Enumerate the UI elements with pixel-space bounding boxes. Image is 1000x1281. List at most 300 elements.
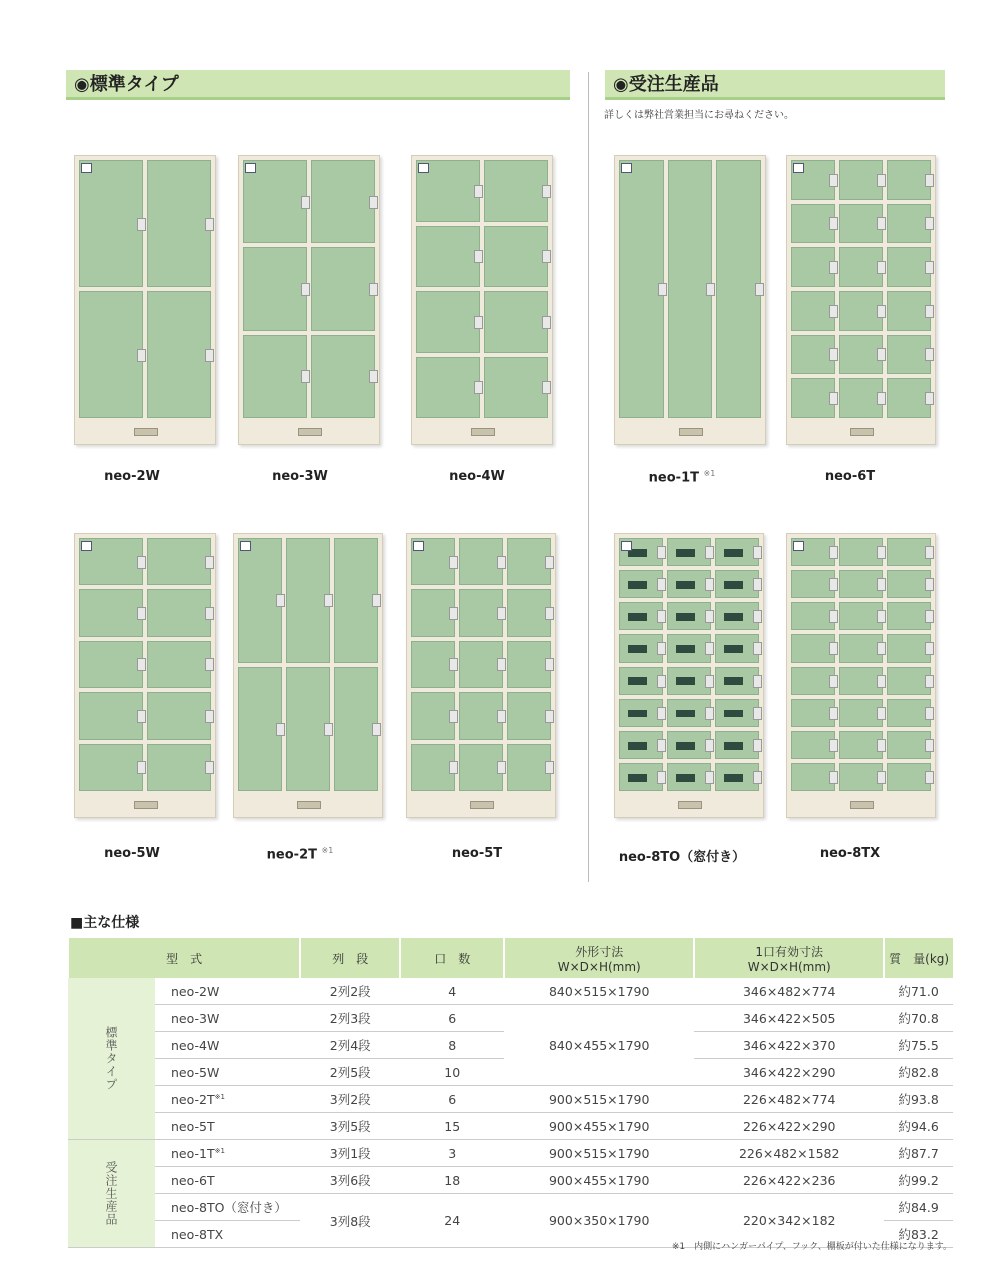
- lock-icon: [276, 723, 285, 736]
- lock-icon: [369, 370, 378, 383]
- door-window: [724, 549, 743, 557]
- lock-icon: [753, 675, 762, 688]
- lock-icon: [925, 675, 934, 688]
- locker-door: [791, 247, 835, 287]
- door-window: [724, 774, 743, 782]
- cell-layout: 3列8段: [300, 1194, 400, 1248]
- lock-icon: [705, 675, 714, 688]
- locker-door: [715, 731, 759, 759]
- lock-icon: [369, 283, 378, 296]
- locker-door: [887, 247, 931, 287]
- cell-count: 4: [400, 978, 504, 1005]
- lock-icon: [705, 739, 714, 752]
- locker-door: [484, 160, 548, 222]
- lock-icon: [205, 710, 214, 723]
- cell-mass: 約83.2: [884, 1221, 953, 1248]
- cell-outer: 900×515×1790: [504, 1086, 694, 1113]
- cell-layout: 3列5段: [300, 1113, 400, 1140]
- locker-door: [619, 570, 663, 598]
- lock-icon: [205, 349, 214, 362]
- locker-door: [79, 589, 143, 636]
- locker-door: [791, 291, 835, 331]
- header-inner-unit: W×D×H(mm): [747, 959, 831, 974]
- lock-icon: [137, 218, 146, 231]
- locker-door: [839, 602, 883, 630]
- lock-icon: [205, 607, 214, 620]
- locker-door: [334, 538, 378, 663]
- lock-icon: [705, 771, 714, 784]
- locker-door: [416, 226, 480, 288]
- locker-door: [791, 667, 835, 695]
- lock-icon: [753, 546, 762, 559]
- door-window: [724, 645, 743, 653]
- header-inner-title: 1口有効寸法: [755, 944, 824, 959]
- section-header-standard: ◉標準タイプ: [66, 70, 570, 100]
- cell-model: neo-8TO（窓付き）: [155, 1194, 300, 1221]
- locker-door: [839, 763, 883, 791]
- cell-inner: 220×342×182: [694, 1194, 884, 1248]
- lock-icon: [301, 196, 310, 209]
- lock-icon: [925, 261, 934, 274]
- lock-icon: [753, 739, 762, 752]
- locker-door: [507, 538, 551, 585]
- lock-icon: [658, 283, 667, 296]
- lock-icon: [545, 658, 554, 671]
- locker-door: [667, 699, 711, 727]
- spec-table: [67, 938, 953, 1248]
- door-window: [724, 742, 743, 750]
- locker-door: [459, 692, 503, 739]
- locker-door: [416, 291, 480, 353]
- cell-inner: 226×482×774: [694, 1086, 884, 1113]
- locker-door: [887, 291, 931, 331]
- lock-icon: [829, 578, 838, 591]
- locker-door: [791, 335, 835, 375]
- locker-door: [334, 667, 378, 792]
- locker-door: [667, 763, 711, 791]
- model-label-neo-5t: [407, 846, 547, 861]
- model-label-neo-8tx: [780, 846, 920, 861]
- door-window: [724, 613, 743, 621]
- lock-icon: [497, 761, 506, 774]
- locker-door: [79, 692, 143, 739]
- table-row: [68, 978, 953, 1005]
- locker-door: [667, 602, 711, 630]
- table-row: [68, 1005, 953, 1032]
- door-window: [676, 710, 695, 718]
- lock-icon: [925, 578, 934, 591]
- locker-image-neo-2w: [74, 155, 216, 445]
- lock-icon: [545, 710, 554, 723]
- table-row: [68, 1113, 953, 1140]
- lock-icon: [877, 217, 886, 230]
- lock-icon: [705, 578, 714, 591]
- lock-icon: [205, 556, 214, 569]
- locker-tag-icon: [81, 163, 92, 173]
- lock-icon: [657, 578, 666, 591]
- coin-box-icon: [297, 801, 321, 809]
- lock-icon: [829, 217, 838, 230]
- table-row: [68, 1086, 953, 1113]
- locker-door: [667, 634, 711, 662]
- lock-icon: [137, 556, 146, 569]
- locker-door: [887, 204, 931, 244]
- lock-icon: [829, 305, 838, 318]
- lock-icon: [657, 642, 666, 655]
- locker-image-neo-8to: [614, 533, 764, 818]
- cell-layout: 2列4段: [300, 1032, 400, 1059]
- cell-mass: 約93.8: [884, 1086, 953, 1113]
- lock-icon: [474, 250, 483, 263]
- cell-model: neo-8TX: [155, 1221, 300, 1248]
- spec-title: ■主な仕様: [70, 915, 140, 931]
- locker-door: [507, 692, 551, 739]
- door-window: [724, 710, 743, 718]
- locker-door: [311, 160, 375, 243]
- locker-door: [411, 744, 455, 791]
- cell-model: [155, 1086, 300, 1113]
- locker-door: [716, 160, 761, 418]
- locker-door: [667, 667, 711, 695]
- locker-tag-icon: [621, 541, 632, 551]
- locker-tag-icon: [240, 541, 251, 551]
- locker-door: [887, 378, 931, 418]
- locker-door: [79, 744, 143, 791]
- locker-door: [507, 641, 551, 688]
- lock-icon: [372, 723, 381, 736]
- lock-icon: [877, 174, 886, 187]
- locker-door: [715, 699, 759, 727]
- door-window: [676, 742, 695, 750]
- door-window: [676, 645, 695, 653]
- cell-count: 15: [400, 1113, 504, 1140]
- lock-icon: [877, 578, 886, 591]
- lock-icon: [369, 196, 378, 209]
- cell-count: 6: [400, 1086, 504, 1113]
- coin-box-icon: [134, 801, 158, 809]
- locker-door: [887, 731, 931, 759]
- cell-layout: 2列2段: [300, 978, 400, 1005]
- locker-door: [667, 570, 711, 598]
- locker-door: [459, 744, 503, 791]
- locker-image-neo-3w: [238, 155, 380, 445]
- locker-image-neo-5w: [74, 533, 216, 818]
- section-header-order: ◉受注生産品: [605, 70, 945, 100]
- door-window: [628, 677, 647, 685]
- lock-icon: [753, 578, 762, 591]
- locker-door: [459, 641, 503, 688]
- cell-inner: 346×422×290: [694, 1059, 884, 1086]
- cell-model: neo-6T: [155, 1167, 300, 1194]
- lock-icon: [137, 349, 146, 362]
- cell-mass: 約99.2: [884, 1167, 953, 1194]
- lock-icon: [877, 546, 886, 559]
- lock-icon: [925, 610, 934, 623]
- door-window: [676, 549, 695, 557]
- locker-door: [791, 204, 835, 244]
- door-window: [628, 774, 647, 782]
- lock-icon: [925, 707, 934, 720]
- lock-icon: [657, 739, 666, 752]
- lock-icon: [753, 610, 762, 623]
- lock-icon: [657, 546, 666, 559]
- door-window: [628, 742, 647, 750]
- door-window: [676, 774, 695, 782]
- door-window: [628, 581, 647, 589]
- locker-door: [147, 538, 211, 585]
- lock-icon: [137, 658, 146, 671]
- lock-icon: [205, 761, 214, 774]
- lock-icon: [474, 185, 483, 198]
- locker-door: [887, 699, 931, 727]
- locker-door: [791, 378, 835, 418]
- group-order: 受注生産品: [68, 1140, 155, 1248]
- cell-mass: 約82.8: [884, 1059, 953, 1086]
- lock-icon: [449, 556, 458, 569]
- note-mark: ※1: [214, 1092, 225, 1101]
- note-mark: ※1: [703, 469, 716, 478]
- lock-icon: [449, 658, 458, 671]
- lock-icon: [545, 761, 554, 774]
- section-divider: [588, 72, 589, 882]
- locker-image-neo-5t: [406, 533, 556, 818]
- model-name: neo-8TO（窓付き）: [618, 850, 746, 865]
- cell-inner: 226×422×236: [694, 1167, 884, 1194]
- lock-icon: [474, 316, 483, 329]
- locker-door: [839, 570, 883, 598]
- lock-icon: [925, 739, 934, 752]
- locker-door: [887, 160, 931, 200]
- header-count: 口 数: [400, 938, 504, 978]
- locker-image-neo-1t: [614, 155, 766, 445]
- cell-inner: 226×422×290: [694, 1113, 884, 1140]
- locker-door: [667, 538, 711, 566]
- locker-door: [887, 667, 931, 695]
- model-name: neo-5T: [451, 846, 503, 861]
- cell-mass: 約87.7: [884, 1140, 953, 1167]
- coin-box-icon: [679, 428, 703, 436]
- lock-icon: [925, 305, 934, 318]
- locker-door: [507, 589, 551, 636]
- locker-door: [839, 667, 883, 695]
- locker-image-neo-6t: [786, 155, 936, 445]
- lock-icon: [497, 658, 506, 671]
- locker-door: [238, 538, 282, 663]
- cell-model: neo-3W: [155, 1005, 300, 1032]
- cell-count: 6: [400, 1005, 504, 1032]
- locker-door: [147, 692, 211, 739]
- cell-outer: 840×455×1790: [504, 1005, 694, 1086]
- locker-door: [459, 538, 503, 585]
- coin-box-icon: [850, 801, 874, 809]
- lock-icon: [449, 607, 458, 620]
- locker-door: [715, 634, 759, 662]
- door-window: [676, 613, 695, 621]
- locker-door: [668, 160, 713, 418]
- model-label-neo-2t: [230, 846, 370, 862]
- lock-icon: [497, 710, 506, 723]
- cell-model: neo-2W: [155, 978, 300, 1005]
- cell-outer: 900×515×1790: [504, 1140, 694, 1167]
- locker-door: [147, 744, 211, 791]
- lock-icon: [545, 607, 554, 620]
- locker-door: [411, 641, 455, 688]
- lock-icon: [829, 261, 838, 274]
- model-label-neo-2w: [62, 469, 202, 484]
- lock-icon: [925, 546, 934, 559]
- table-row: [68, 1140, 953, 1167]
- header-layout: 列 段: [300, 938, 400, 978]
- group-standard: 標準タイプ: [68, 978, 155, 1140]
- locker-door: [619, 699, 663, 727]
- locker-door: [887, 763, 931, 791]
- lock-icon: [755, 283, 764, 296]
- lock-icon: [324, 723, 333, 736]
- cell-count: 24: [400, 1194, 504, 1248]
- lock-icon: [925, 174, 934, 187]
- model-label-neo-6t: [780, 469, 920, 484]
- lock-icon: [925, 348, 934, 361]
- lock-icon: [497, 556, 506, 569]
- locker-tag-icon: [418, 163, 429, 173]
- locker-image-neo-4w: [411, 155, 553, 445]
- lock-icon: [829, 707, 838, 720]
- model-label-neo-3w: [230, 469, 370, 484]
- locker-tag-icon: [245, 163, 256, 173]
- lock-icon: [205, 658, 214, 671]
- lock-icon: [925, 642, 934, 655]
- locker-door: [286, 538, 330, 663]
- locker-door: [243, 247, 307, 330]
- locker-door: [619, 634, 663, 662]
- cell-layout: 2列3段: [300, 1005, 400, 1032]
- cell-inner: 226×482×1582: [694, 1140, 884, 1167]
- model-text: neo-1T: [171, 1145, 215, 1161]
- model-name: neo-5W: [104, 846, 160, 861]
- cell-inner: 346×482×774: [694, 978, 884, 1005]
- locker-door: [484, 291, 548, 353]
- lock-icon: [877, 707, 886, 720]
- locker-door: [147, 291, 211, 418]
- lock-icon: [753, 707, 762, 720]
- lock-icon: [137, 761, 146, 774]
- locker-door: [238, 667, 282, 792]
- locker-door: [791, 570, 835, 598]
- locker-door: [715, 763, 759, 791]
- locker-door: [416, 357, 480, 419]
- lock-icon: [706, 283, 715, 296]
- lock-icon: [829, 348, 838, 361]
- model-text: neo-2T: [171, 1091, 215, 1107]
- cell-count: 18: [400, 1167, 504, 1194]
- locker-door: [411, 589, 455, 636]
- lock-icon: [877, 305, 886, 318]
- cell-mass: 約70.8: [884, 1005, 953, 1032]
- locker-door: [484, 226, 548, 288]
- model-label-neo-8to: [612, 846, 752, 865]
- lock-icon: [877, 348, 886, 361]
- lock-icon: [657, 675, 666, 688]
- locker-door: [459, 589, 503, 636]
- locker-door: [311, 335, 375, 418]
- model-name: neo-6T: [824, 469, 876, 484]
- lock-icon: [829, 739, 838, 752]
- door-window: [676, 581, 695, 589]
- model-name: neo-2W: [104, 469, 160, 484]
- note-mark: ※1: [321, 846, 334, 855]
- locker-door: [839, 634, 883, 662]
- locker-door: [839, 160, 883, 200]
- locker-door: [147, 589, 211, 636]
- lock-icon: [877, 261, 886, 274]
- header-mass: 質 量(kg): [884, 938, 953, 978]
- cell-layout: 3列1段: [300, 1140, 400, 1167]
- order-note: 詳しくは弊社営業担当にお尋ねください。: [604, 110, 794, 121]
- locker-image-neo-2t: [233, 533, 383, 818]
- lock-icon: [829, 392, 838, 405]
- locker-door: [619, 731, 663, 759]
- lock-icon: [542, 250, 551, 263]
- locker-door: [715, 538, 759, 566]
- locker-door: [243, 335, 307, 418]
- lock-icon: [705, 707, 714, 720]
- lock-icon: [205, 218, 214, 231]
- locker-door: [887, 602, 931, 630]
- lock-icon: [877, 642, 886, 655]
- locker-tag-icon: [621, 163, 632, 173]
- lock-icon: [829, 642, 838, 655]
- locker-tag-icon: [793, 163, 804, 173]
- coin-box-icon: [134, 428, 158, 436]
- model-name: neo-1T: [648, 470, 699, 486]
- lock-icon: [829, 771, 838, 784]
- locker-door: [619, 160, 664, 418]
- locker-door: [839, 378, 883, 418]
- lock-icon: [753, 771, 762, 784]
- model-label-neo-5w: [62, 846, 202, 861]
- locker-door: [791, 602, 835, 630]
- door-window: [676, 677, 695, 685]
- lock-icon: [449, 761, 458, 774]
- header-inner: [694, 938, 884, 978]
- locker-tag-icon: [81, 541, 92, 551]
- cell-model: neo-5T: [155, 1113, 300, 1140]
- locker-door: [887, 634, 931, 662]
- locker-door: [484, 357, 548, 419]
- header-type: 型 式: [68, 938, 300, 978]
- lock-icon: [542, 316, 551, 329]
- locker-door: [147, 160, 211, 287]
- lock-icon: [497, 607, 506, 620]
- lock-icon: [657, 610, 666, 623]
- lock-icon: [372, 594, 381, 607]
- lock-icon: [705, 546, 714, 559]
- locker-door: [791, 634, 835, 662]
- model-name: neo-4W: [449, 469, 505, 484]
- locker-tag-icon: [793, 541, 804, 551]
- door-window: [628, 710, 647, 718]
- cell-layout: 3列6段: [300, 1167, 400, 1194]
- door-window: [628, 613, 647, 621]
- cell-mass: 約94.6: [884, 1113, 953, 1140]
- lock-icon: [705, 610, 714, 623]
- cell-mass: 約75.5: [884, 1032, 953, 1059]
- cell-count: 8: [400, 1032, 504, 1059]
- cell-inner: 346×422×370: [694, 1032, 884, 1059]
- locker-tag-icon: [413, 541, 424, 551]
- cell-count: 10: [400, 1059, 504, 1086]
- model-name: neo-8TX: [819, 846, 881, 861]
